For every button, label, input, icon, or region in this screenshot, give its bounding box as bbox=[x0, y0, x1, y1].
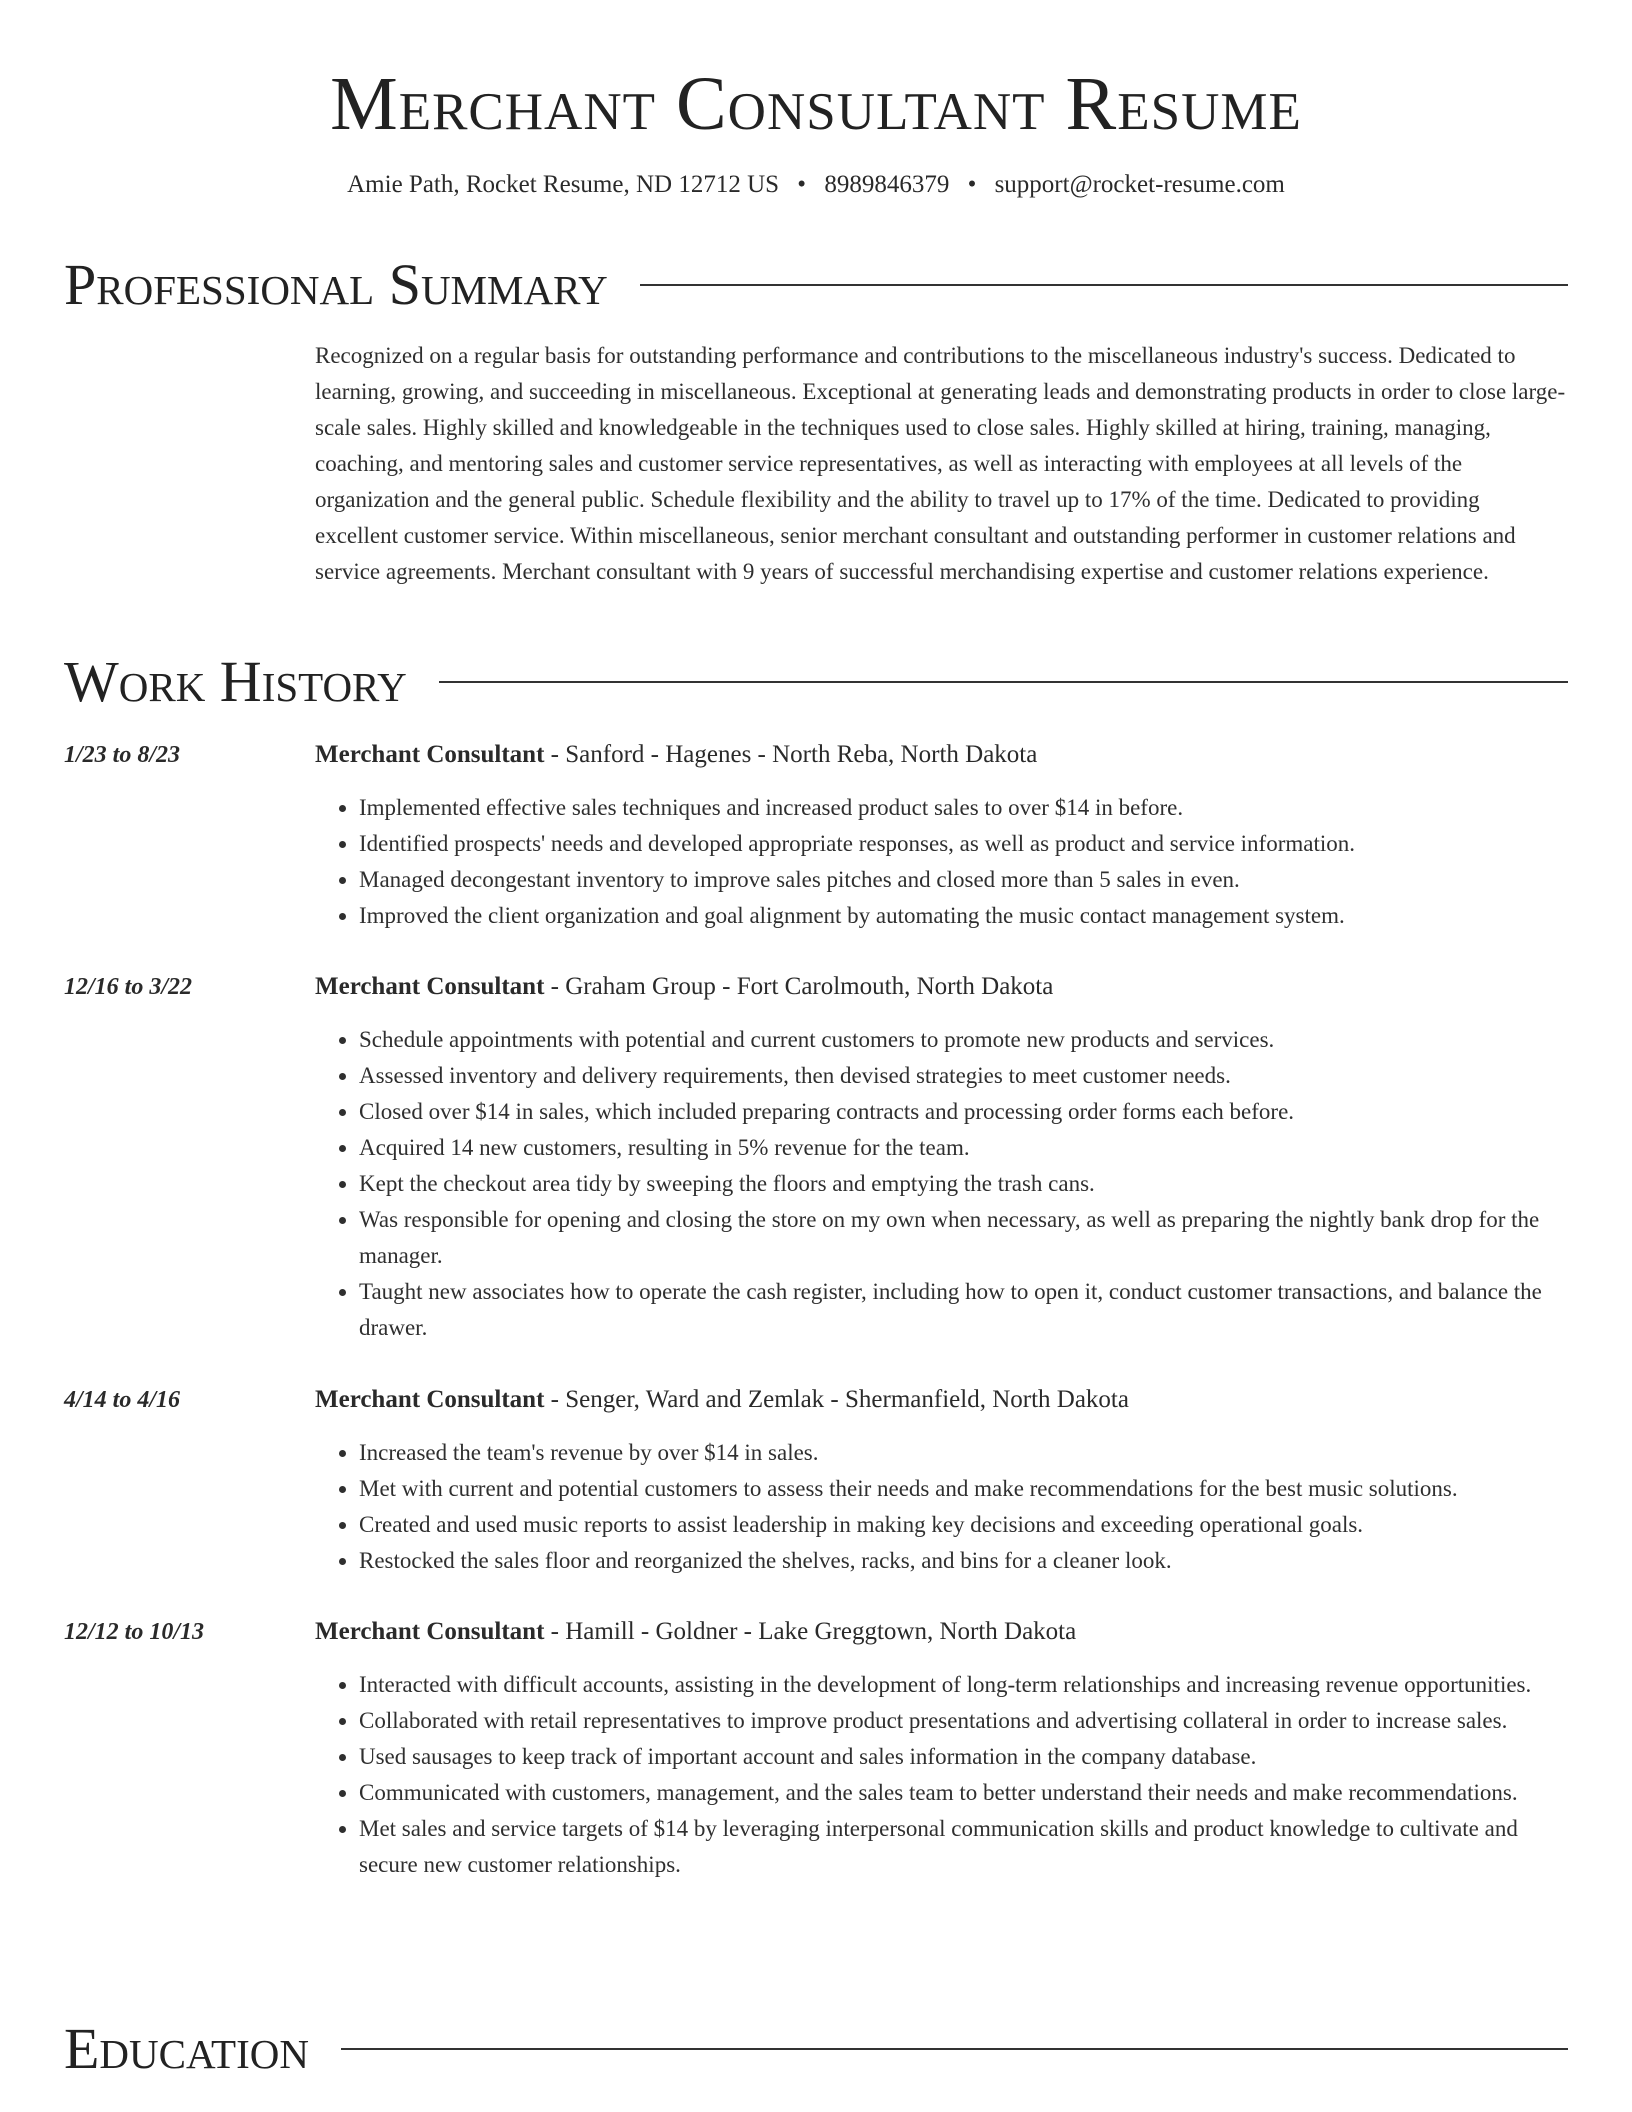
list-item: • Closed over $14 in sales, which included preparing contracts and processing order forms each before. bbox=[359, 1094, 1568, 1130]
section-education bbox=[64, 2018, 1568, 2080]
list-item: • Collaborated with retail representatives to improve product presentations and advertising collateral in order to increase sales. bbox=[359, 1703, 1568, 1739]
job-title: Merchant Consultant bbox=[315, 1386, 545, 1413]
job-heading bbox=[315, 1615, 1076, 1649]
job-title: Merchant Consultant bbox=[315, 973, 545, 1000]
list-item: • Interacted with difficult accounts, assisting in the development of long-term relationships and increasing revenue opportunities. bbox=[359, 1667, 1568, 1703]
section-divider bbox=[640, 284, 1568, 286]
contact-separator: • bbox=[967, 171, 977, 198]
list-item: • Met with current and potential customers to assess their needs and make recommendations for the best music solutions. bbox=[359, 1471, 1568, 1507]
list-item: • Was responsible for opening and closing the store on my own when necessary, as well as preparing the nightly bank drop for the manager. bbox=[359, 1202, 1568, 1274]
list-item: • Identified prospects' needs and developed appropriate responses, as well as product and service information. bbox=[359, 826, 1568, 862]
job-employer: - Graham Group - Fort Carolmouth, North Dakota bbox=[544, 973, 1054, 1000]
section-divider bbox=[341, 2048, 1568, 2050]
job-employer: - Hamill - Goldner - Lake Greggtown, North Dakota bbox=[544, 1618, 1077, 1645]
job-dates: 1/23 to 8/23 bbox=[64, 742, 181, 768]
section-heading: Work History bbox=[64, 649, 407, 714]
list-item: • Communicated with customers, management, and the sales team to better understand their needs and make recommendations. bbox=[359, 1775, 1568, 1811]
list-item: • Created and used music reports to assist leadership in making key decisions and exceeding operational goals. bbox=[359, 1507, 1568, 1543]
job-dates: 4/14 to 4/16 bbox=[64, 1387, 181, 1413]
summary-text: Recognized on a regular basis for outstanding performance and contributions to the miscellaneous industry's success. Dedicated to learning, growing, and succeeding in miscellaneous. Exceptional at generating leads and demonstrating products in order to close large-scale sales. Highly skilled and knowledgeable in the techniques used to close sales. Highly skilled at hiring, training, managing, coaching, and mentoring sales and customer service representatives, as well as interacting with employees at all levels of the organization and the general public. Schedule flexibility and the ability to travel up to 17% of the time. Dedicated to providing excellent customer service. Within miscellaneous, senior merchant consultant and outstanding performer in customer relations and service agreements. Merchant consultant with 9 years of successful merchandising expertise and customer relations experience. bbox=[315, 343, 1566, 584]
contact-email: support@rocket-resume.com bbox=[994, 171, 1285, 198]
contact-phone: 8989846379 bbox=[824, 171, 950, 198]
job-heading bbox=[315, 1383, 1129, 1417]
job-title: Merchant Consultant bbox=[315, 1618, 545, 1645]
job-title: Merchant Consultant bbox=[315, 741, 545, 768]
list-item: • Used sausages to keep track of important account and sales information in the company database. bbox=[359, 1739, 1568, 1775]
list-item: • Kept the checkout area tidy by sweeping the floors and emptying the trash cans. bbox=[359, 1166, 1568, 1202]
job-bullets bbox=[315, 1022, 1568, 1346]
section-work-history bbox=[64, 651, 1568, 713]
list-item: • Managed decongestant inventory to improve sales pitches and closed more than 5 sales in even. bbox=[359, 862, 1568, 898]
contact-line bbox=[0, 168, 1632, 202]
job-employer: - Senger, Ward and Zemlak - Shermanfield, North Dakota bbox=[544, 1386, 1129, 1413]
job-heading bbox=[315, 738, 1037, 772]
section-professional-summary bbox=[64, 254, 1568, 316]
contact-separator: • bbox=[797, 171, 807, 198]
section-heading: Education bbox=[64, 2016, 309, 2081]
contact-address: Amie Path, Rocket Resume, ND 12712 US bbox=[347, 171, 780, 198]
list-item: • Restocked the sales floor and reorganized the shelves, racks, and bins for a cleaner look. bbox=[359, 1543, 1568, 1579]
job-dates: 12/12 to 10/13 bbox=[64, 1619, 205, 1645]
job-dates: 12/16 to 3/22 bbox=[64, 974, 193, 1000]
list-item: • Schedule appointments with potential and current customers to promote new products and services. bbox=[359, 1022, 1568, 1058]
list-item: • Implemented effective sales techniques and increased product sales to over $14 in before. bbox=[359, 790, 1568, 826]
list-item: • Assessed inventory and delivery requirements, then devised strategies to meet customer needs. bbox=[359, 1058, 1568, 1094]
list-item: • Improved the client organization and goal alignment by automating the music contact management system. bbox=[359, 898, 1568, 934]
job-bullets bbox=[315, 790, 1568, 934]
list-item: • Increased the team's revenue by over $14 in sales. bbox=[359, 1435, 1568, 1471]
job-bullets bbox=[315, 1667, 1568, 1883]
job-bullets bbox=[315, 1435, 1568, 1579]
page-title: Merchant Consultant Resume bbox=[330, 62, 1302, 146]
section-divider bbox=[439, 681, 1568, 683]
section-heading: Professional Summary bbox=[64, 252, 608, 317]
job-heading bbox=[315, 970, 1053, 1004]
list-item: • Met sales and service targets of $14 by leveraging interpersonal communication skills and product knowledge to cultivate and secure new customer relationships. bbox=[359, 1811, 1568, 1883]
job-employer: - Sanford - Hagenes - North Reba, North Dakota bbox=[544, 741, 1038, 768]
list-item: • Taught new associates how to operate the cash register, including how to open it, conduct customer transactions, and balance the drawer. bbox=[359, 1274, 1568, 1346]
list-item: • Acquired 14 new customers, resulting in 5% revenue for the team. bbox=[359, 1130, 1568, 1166]
